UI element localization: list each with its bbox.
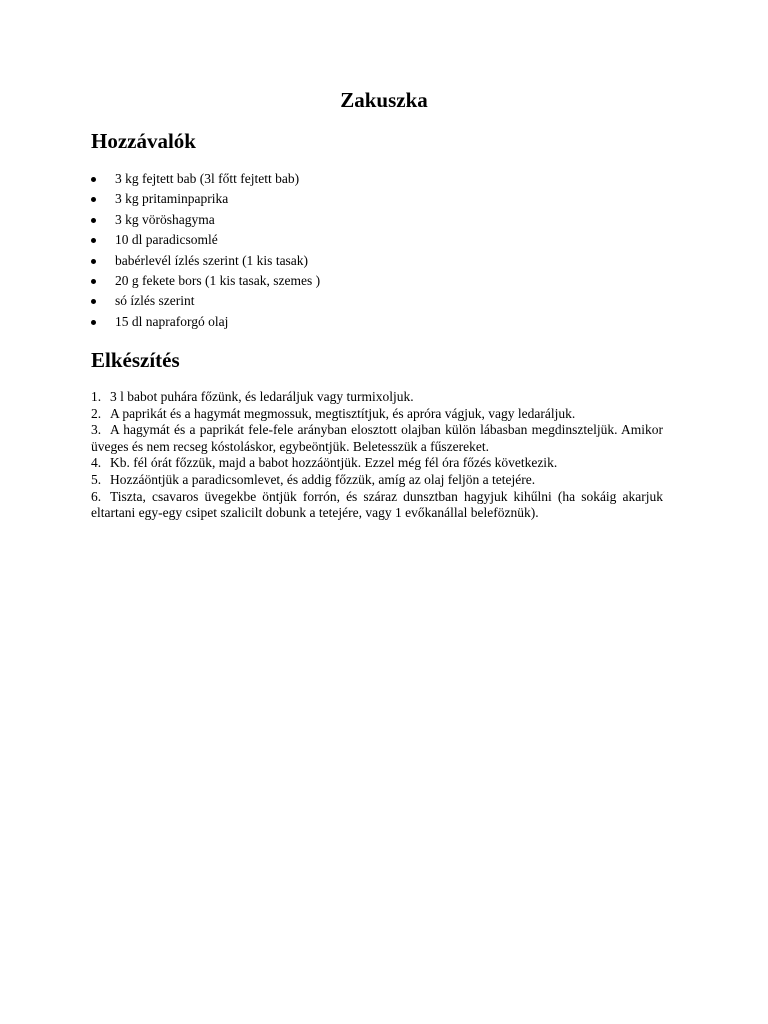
- ingredient-item: [91, 252, 691, 272]
- ingredient-text: 10 dl paradicsomlé: [115, 232, 218, 248]
- ingredient-item: [91, 272, 691, 292]
- step-number: 2.: [91, 405, 102, 421]
- ingredient-item: [91, 292, 691, 312]
- ingredients-heading: Hozzávalók: [91, 129, 196, 153]
- bullet-icon: [91, 320, 96, 325]
- step-number: 6.: [91, 488, 102, 504]
- step-item: [91, 489, 663, 522]
- ingredient-item: [91, 231, 691, 251]
- step-text: 3 l babot puhára főzünk, és ledaráljuk vagy turmixoljuk.: [110, 389, 414, 404]
- step-item: [91, 455, 663, 472]
- ingredient-text: 3 kg vöröshagyma: [115, 211, 215, 227]
- bullet-icon: [91, 177, 96, 182]
- step-text: Tiszta, csavaros üvegekbe öntjük forrón, és száraz dunsztban hagyjuk kihűlni (ha sokáig akarjuk eltartani egy-egy csipet szalicilt dobunk a tetejére, vagy 1 evőkanállal beleföznük).: [91, 488, 663, 521]
- ingredient-item: [91, 170, 691, 190]
- bullet-icon: [91, 197, 96, 202]
- step-number: 3.: [91, 422, 102, 438]
- ingredient-text: babérlevél ízlés szerint (1 kis tasak): [115, 252, 309, 268]
- step-item: [91, 406, 663, 423]
- step-number: 4.: [91, 455, 102, 471]
- ingredient-text: 3 kg pritaminpaprika: [115, 191, 229, 207]
- ingredient-item: [91, 190, 691, 210]
- preparation-heading: Elkészítés: [91, 348, 180, 372]
- preparation-steps: [91, 389, 663, 522]
- step-item: [91, 389, 663, 406]
- step-number: 5.: [91, 471, 102, 487]
- ingredient-item: [91, 313, 691, 333]
- ingredient-text: 15 dl napraforgó olaj: [115, 313, 229, 329]
- step-item: [91, 472, 663, 489]
- step-text: Kb. fél órát főzzük, majd a babot hozzáöntjük. Ezzel még fél óra főzés következik.: [110, 455, 558, 471]
- ingredient-text: 3 kg fejtett bab (3l főtt fejtett bab): [115, 171, 300, 186]
- ingredient-text: 20 g fekete bors (1 kis tasak, szemes ): [115, 272, 321, 288]
- step-text: A paprikát és a hagymát megmossuk, megtisztítjuk, és apróra vágjuk, vagy ledaráljuk.: [110, 405, 576, 421]
- step-text: Hozzáöntjük a paradicsomlevet, és addig főzzük, amíg az olaj feljön a tetejére.: [110, 471, 536, 487]
- ingredients-list: [91, 170, 691, 333]
- ingredient-item: [91, 211, 691, 231]
- bullet-icon: [91, 238, 96, 243]
- step-text: A hagymát és a paprikát fele-fele arányban elosztott olajban külön lábasban megdinszteljük. Amikor üveges és nem recseg kóstoláskor, egybeöntjük. Beletesszük a fűszereket.: [91, 422, 663, 454]
- bullet-icon: [91, 218, 96, 223]
- step-number: 1.: [91, 389, 102, 404]
- step-item: [91, 422, 663, 455]
- bullet-icon: [91, 279, 96, 284]
- ingredient-text: só ízlés szerint: [115, 293, 195, 309]
- page-title: Zakuszka: [340, 88, 428, 112]
- bullet-icon: [91, 299, 96, 304]
- bullet-icon: [91, 259, 96, 264]
